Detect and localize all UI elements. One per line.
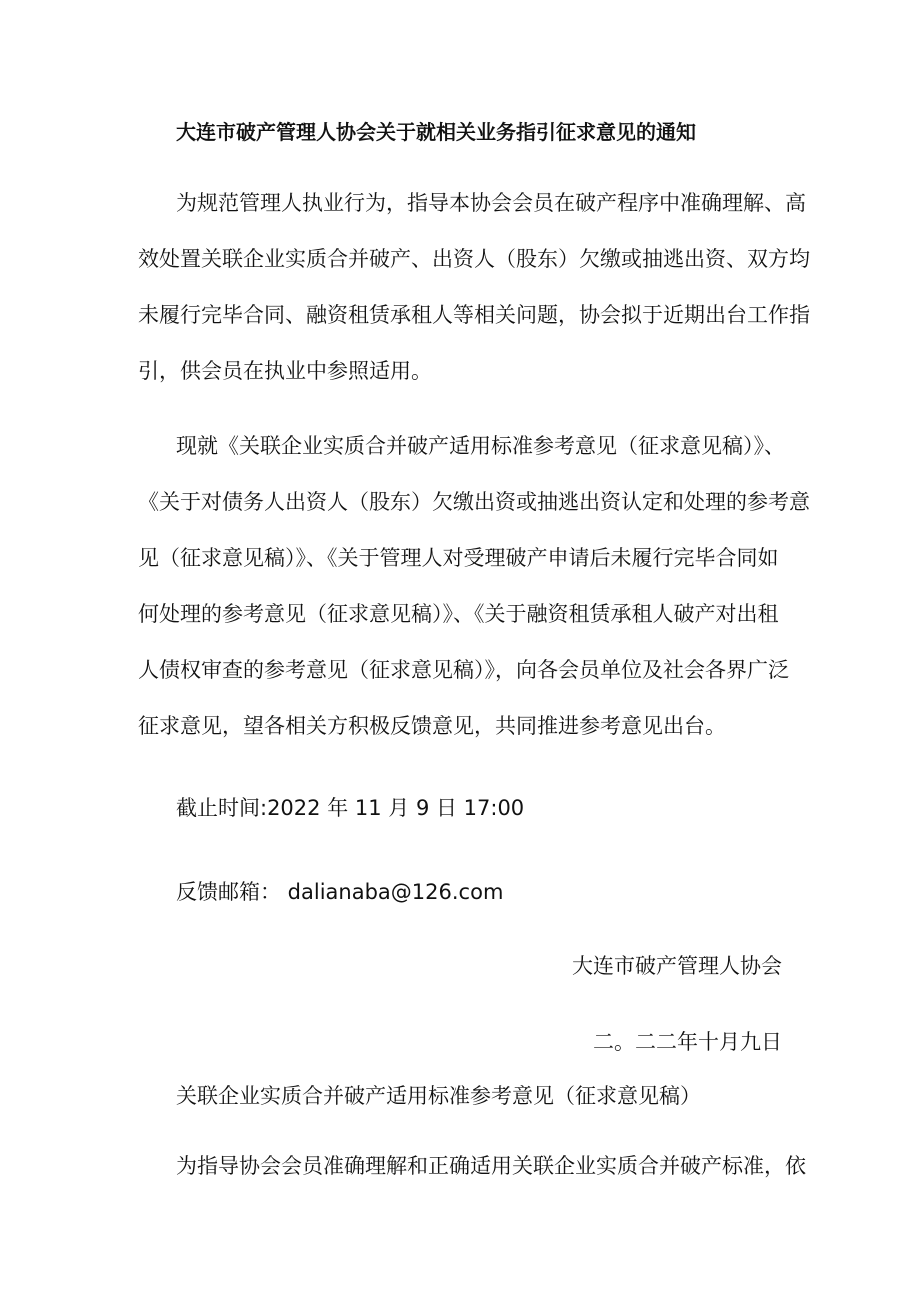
feedback-email: 反馈邮箱： dalianaba@126.com — [176, 880, 504, 904]
paragraph-line: 《关于对债务人出资人（股东）欠缴出资或抽逃出资认定和处理的参考意 — [138, 490, 810, 514]
paragraph-line: 为规范管理人执业行为，指导本协会会员在破产程序中准确理解、高 — [176, 191, 806, 215]
signature-organization: 大连市破产管理人协会 — [572, 954, 782, 978]
paragraph-purpose — [138, 175, 810, 399]
section-title: 关联企业实质合并破产适用标准参考意见（征求意见稿） — [176, 1084, 701, 1108]
paragraph-line: 现就《关联企业实质合并破产适用标准参考意见（征求意见稿）》、 — [176, 434, 785, 458]
paragraph-line: 人债权审查的参考意见（征求意见稿）》，向各会员单位及社会各界广泛 — [138, 658, 789, 682]
deadline-text: 截止时间:2022 年 11 月 9 日 17:00 — [176, 796, 525, 820]
paragraph-line: 何处理的参考意见（征求意见稿）》、《关于融资租赁承租人破产对出租 — [138, 602, 779, 626]
paragraph-line: 引，供会员在执业中参照适用。 — [138, 359, 432, 383]
notice-title: 大连市破产管理人协会关于就相关业务指引征求意见的通知 — [176, 120, 696, 144]
signature-date: 二。二二年十月九日 — [593, 1030, 782, 1054]
paragraph-line: 未履行完毕合同、融资租赁承租人等相关问题，协会拟于近期出台工作指 — [138, 303, 810, 327]
paragraph-line: 见（征求意见稿）》、《关于管理人对受理破产申请后未履行完毕合同如 — [138, 546, 779, 570]
paragraph-line: 征求意见，望各相关方积极反馈意见，共同推进参考意见出台。 — [138, 714, 726, 738]
paragraph-line: 效处置关联企业实质合并破产、出资人（股东）欠缴或抽逃出资、双方均 — [138, 247, 810, 271]
paragraph-documents — [138, 418, 810, 754]
section-intro-line: 为指导协会会员准确理解和正确适用关联企业实质合并破产标准，依 — [176, 1154, 806, 1178]
